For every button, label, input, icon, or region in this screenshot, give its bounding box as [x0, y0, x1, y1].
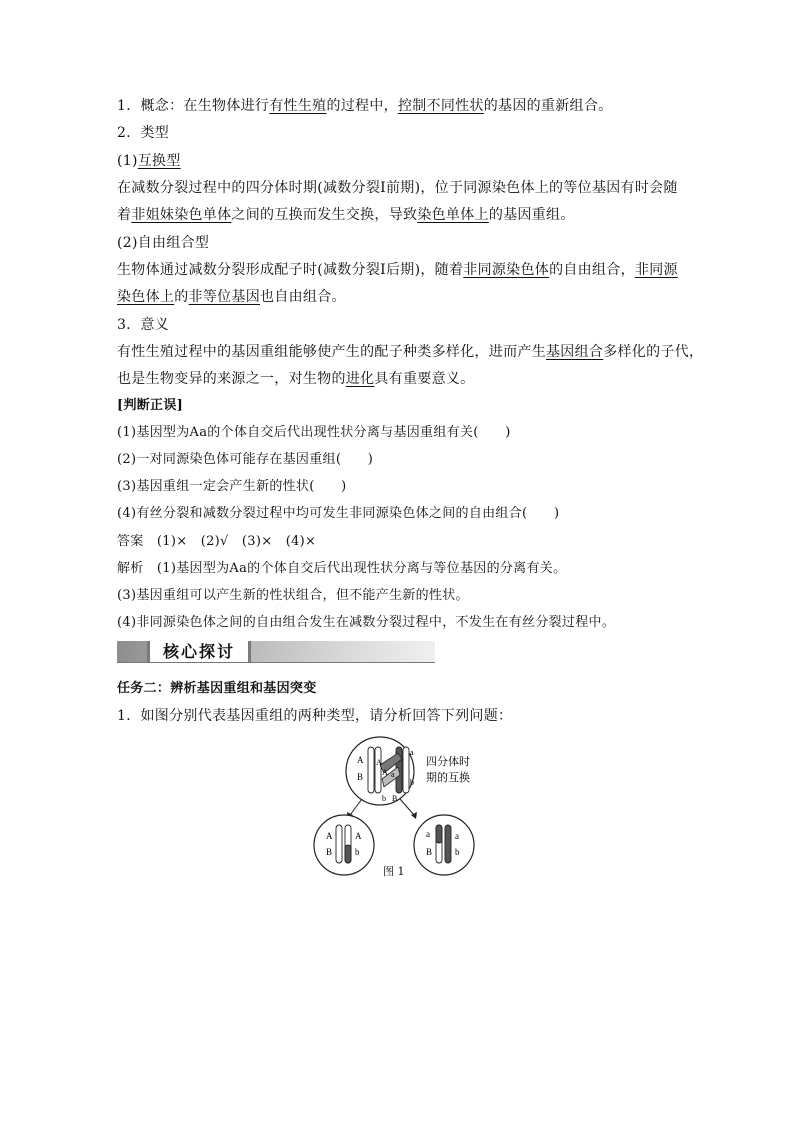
gene-label: A [382, 768, 388, 777]
concept-underlined-term: 控制不同性状 [397, 98, 484, 114]
free-line-1 [117, 260, 678, 280]
underlined-term: 非同源染色体 [463, 262, 550, 278]
free-type-title [117, 233, 209, 253]
types-heading: 2．类型 [117, 125, 170, 141]
concept-text: 在生物体进行 [183, 98, 270, 114]
exchange-title-text: 互换型 [137, 153, 181, 169]
concept-number: 1．概念： [117, 98, 184, 114]
gene-label: A [326, 831, 333, 841]
exchange-line-2 [117, 205, 575, 225]
banner-label: 核心探讨 [162, 642, 235, 661]
judge-item: (4)有丝分裂和减数分裂过程中均可发生非同源染色体之间的自由组合( ) [117, 506, 560, 521]
analysis-line: (4)非同源染色体之间的自由组合发生在减数分裂过程中，不发生在有丝分裂过程中。 [117, 615, 616, 630]
gene-label: a [455, 831, 459, 841]
answer-label: 答案 [117, 534, 144, 549]
text-span: 的自由组合， [549, 262, 635, 278]
gene-label: B [426, 847, 433, 857]
gene-label: a [410, 748, 414, 757]
left-cell [314, 815, 374, 875]
text-span: 具有重要意义。 [374, 371, 475, 387]
task-title: 任务二：辨析基因重组和基因突变 [117, 681, 317, 696]
figure-caption: 图 1 [383, 865, 405, 878]
dark-segment [436, 825, 442, 843]
concept-text: 的基因的重新组合。 [483, 98, 613, 114]
white-chromatid [368, 747, 374, 793]
meaning-heading: 3．意义 [117, 317, 170, 333]
right-cell [414, 815, 474, 875]
underlined-term: 染色单体上 [417, 207, 489, 223]
underlined-term: 染色体上 [117, 289, 175, 305]
gene-label: a [391, 770, 395, 779]
text-span: 有性生殖过程中的基因重组能够使产生的配子种类多样化，进而产生 [117, 344, 546, 360]
text-span: 多样化的子代， [603, 344, 704, 360]
analysis-text: (1)基因型为Aa的个体自交后代出现性状分离与等位基因的分离有关。 [156, 561, 567, 576]
figure-label: 四分体时 [426, 756, 470, 768]
gene-label: A [376, 758, 382, 767]
judge-item: (3)基因重组一定会产生新的性状( ) [117, 479, 347, 494]
judge-item: (2)一对同源染色体可能存在基因重组( ) [117, 452, 374, 467]
answer-text: (1)× (2)√ (3)× (4)× [156, 534, 317, 549]
underlined-term: 非同源 [634, 262, 678, 278]
analysis-line [117, 559, 566, 579]
white-chromatid [336, 825, 342, 863]
text-span: 也是生物变异的来源之一，对生物的 [117, 371, 346, 387]
gene-label: B [326, 847, 333, 857]
dark-chromatid [445, 825, 451, 863]
free-number: (2) [117, 235, 138, 251]
analysis-label: 解析 [117, 561, 144, 576]
exchange-line-1: 在减数分裂过程中的四分体时期(减数分裂Ⅰ前期)，位于同源染色体上的等位基因有时会随 [117, 180, 678, 196]
text-span: 的基因重组。 [488, 207, 575, 223]
gene-label: B [392, 794, 398, 803]
arrow-right [400, 799, 414, 815]
text-span: 的 [174, 289, 189, 305]
gene-label: b [410, 778, 414, 787]
arrow-left [350, 799, 362, 815]
judge-item: (1)基因型为Aa的个体自交后代出现性状分离与基因重组有关( ) [117, 425, 511, 440]
gene-label: a [426, 829, 430, 839]
answer-line [117, 532, 316, 552]
underlined-term: 进化 [345, 371, 375, 387]
free-line-2 [117, 287, 346, 307]
concept-line [117, 96, 612, 116]
gene-label: b [355, 847, 360, 857]
light-chromatid [403, 747, 409, 793]
underlined-term: 非姐妹染色单体 [131, 207, 232, 223]
text-span: 也自由组合。 [260, 289, 346, 305]
underlined-term: 基因组合 [546, 344, 604, 360]
text-span: 着 [117, 207, 132, 223]
free-title-text: 自由组合型 [137, 235, 210, 251]
text-span: 生物体通过减数分裂形成配子时(减数分裂Ⅰ后期)，随着 [117, 262, 464, 278]
dark-segment [345, 845, 351, 863]
figure-label: 期的互换 [426, 772, 470, 784]
banner-rule [117, 662, 435, 663]
analysis-line: (3)基因重组可以产生新的性状组合，但不能产生新的性状。 [117, 588, 469, 603]
gene-label: b [455, 847, 460, 857]
meaning-line-2 [117, 369, 475, 389]
section-banner [117, 641, 435, 663]
concept-text: 的过程中， [326, 98, 398, 114]
meaning-line-1 [117, 342, 703, 362]
exchange-type-title [117, 151, 181, 171]
gene-label: b [382, 794, 386, 803]
gene-label: B [357, 772, 364, 782]
question-text: 1．如图分别代表基因重组的两种类型，请分析回答下列问题： [117, 708, 513, 724]
gene-label: A [357, 755, 364, 765]
white-chromatid [375, 747, 381, 793]
judge-heading: [判断正误] [117, 398, 184, 413]
concept-underlined-term: 有性生殖 [269, 98, 327, 114]
gene-label: A [355, 831, 362, 841]
text-span: 之间的互换而发生交换，导致 [231, 207, 418, 223]
exchange-number: (1) [117, 153, 138, 169]
underlined-term: 非等位基因 [188, 289, 261, 305]
